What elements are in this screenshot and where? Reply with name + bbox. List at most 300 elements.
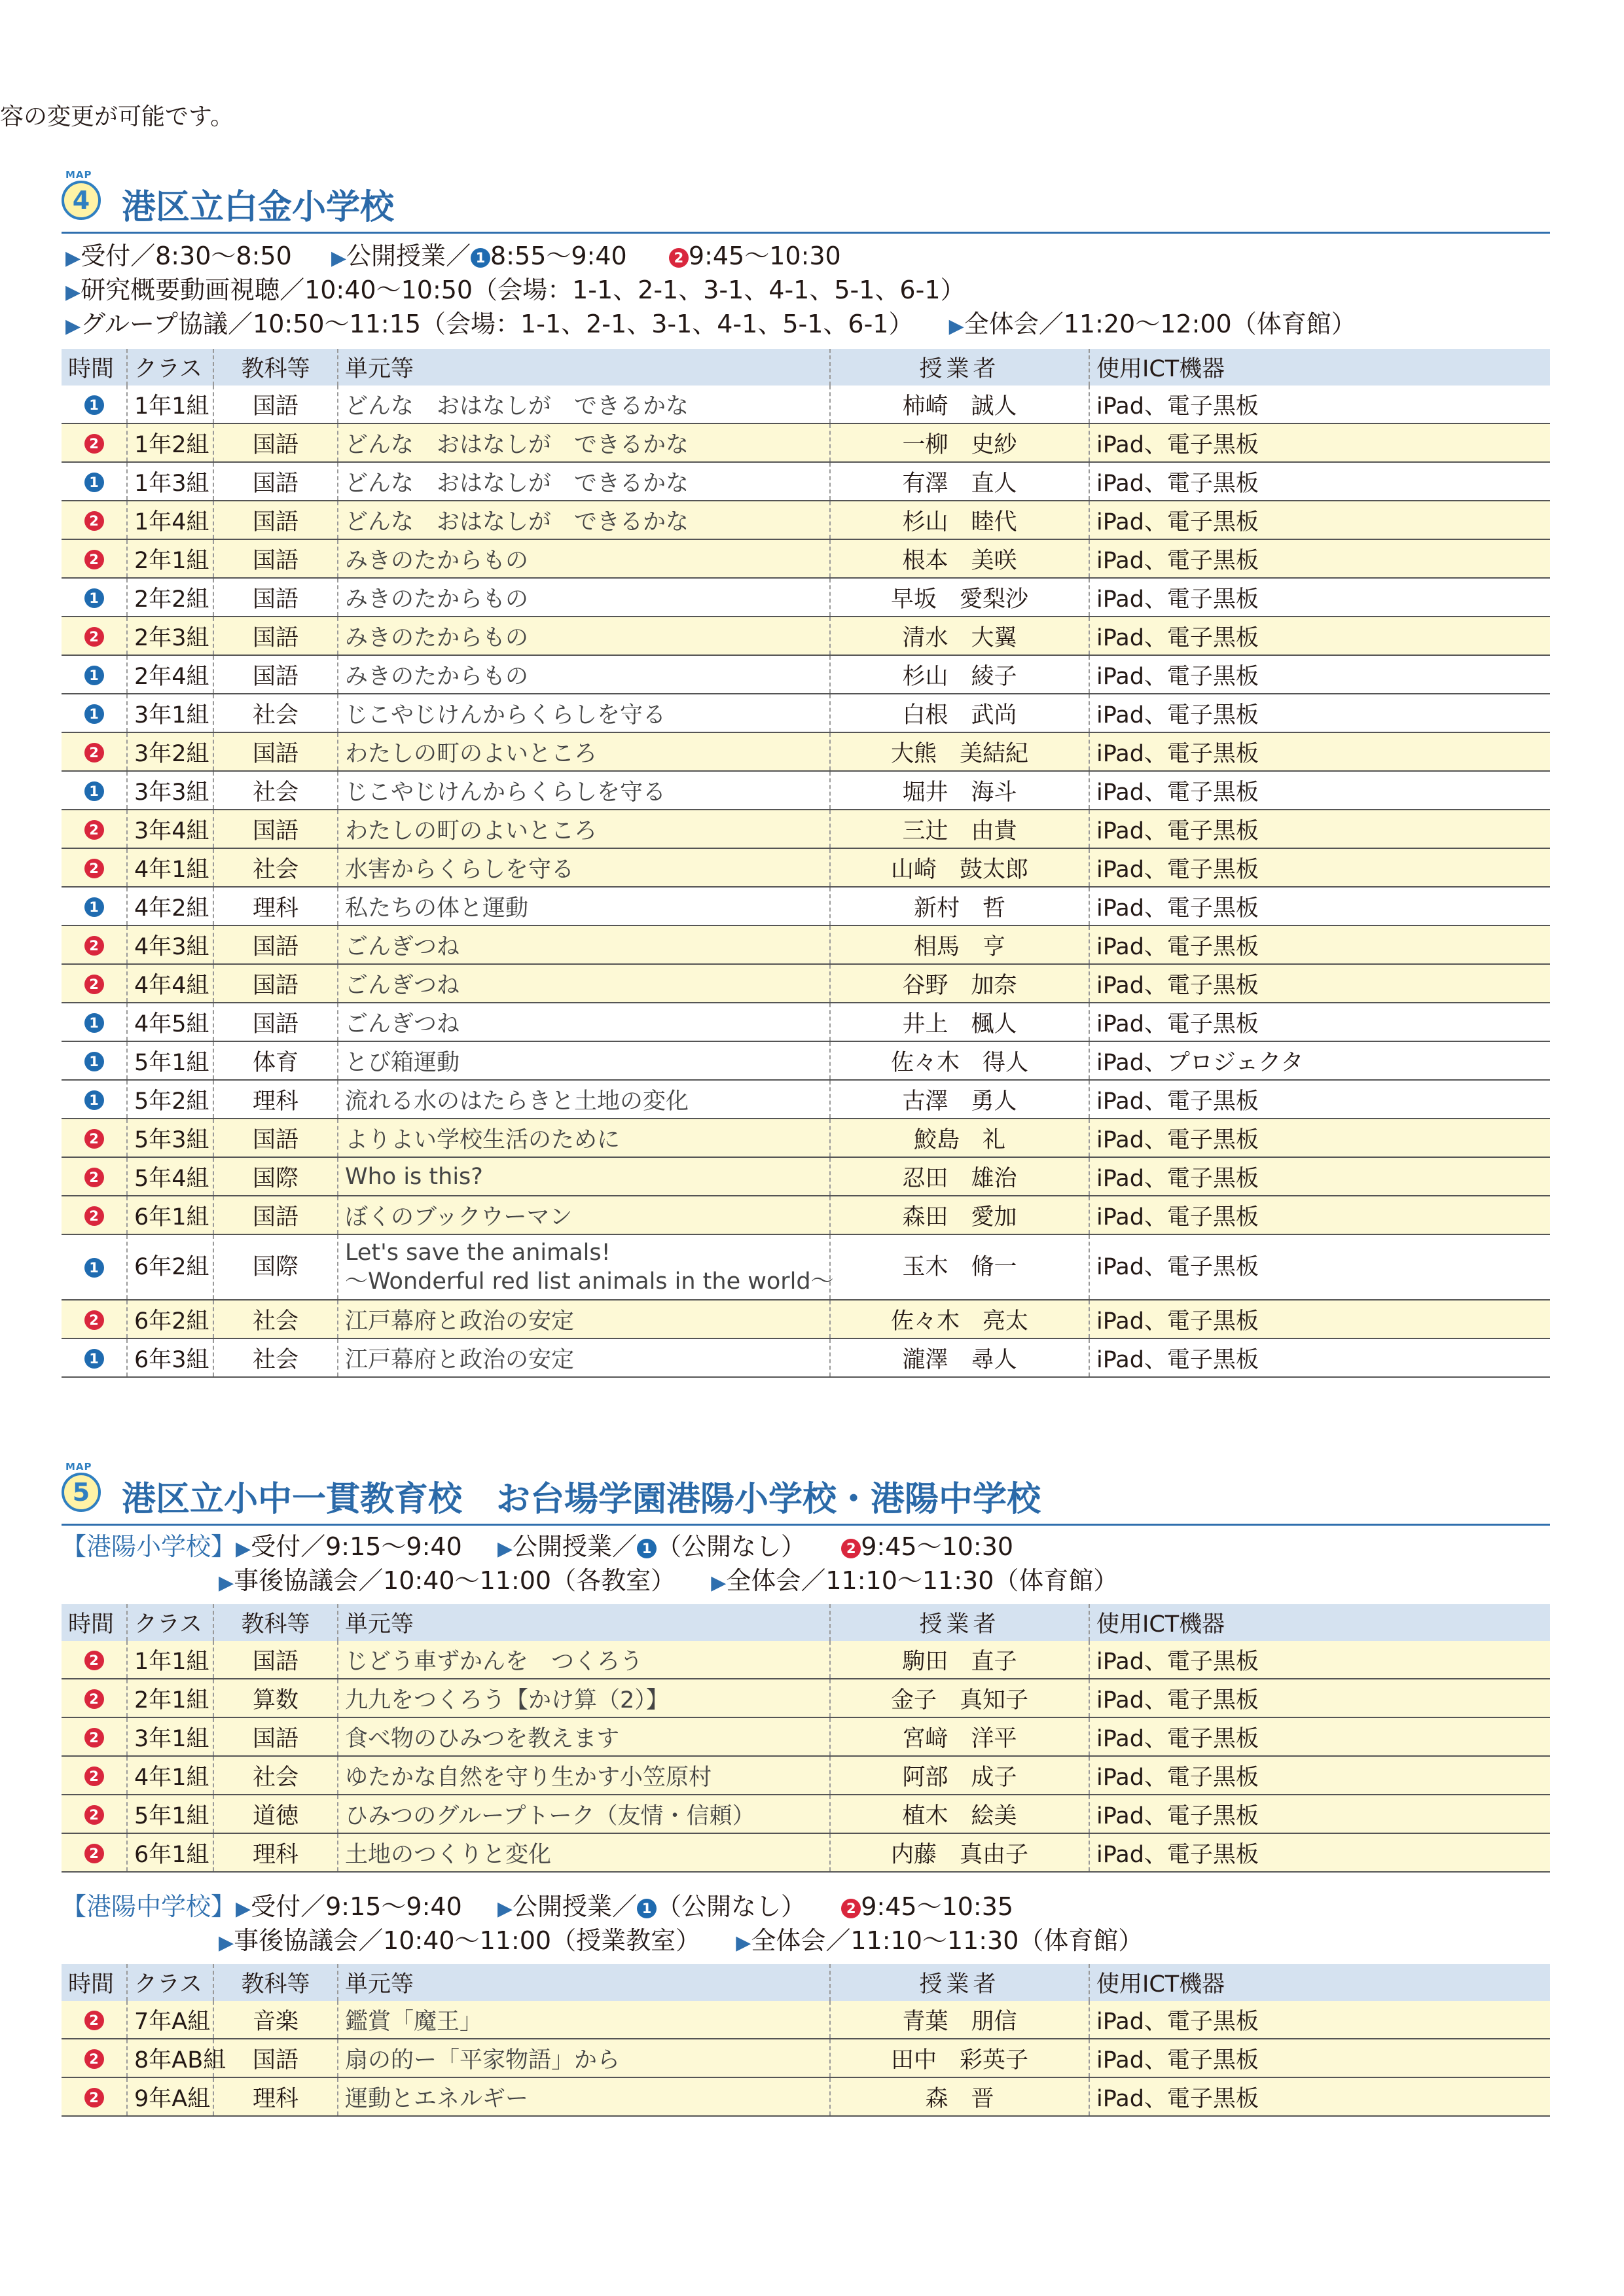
- class-cell: 6年1組: [127, 1196, 213, 1234]
- ict-cell: iPad、電子黒板: [1089, 1300, 1550, 1338]
- subject-cell: 国語: [213, 501, 338, 539]
- header-teacher: 授業者: [830, 1964, 1089, 2001]
- header-time: 時間: [62, 349, 127, 386]
- header-ict: 使用ICT機器: [1089, 349, 1550, 386]
- table-row: [62, 771, 1550, 810]
- class-cell: 2年2組: [127, 578, 213, 617]
- subject-cell: 理科: [213, 1080, 338, 1119]
- subject-cell: 社会: [213, 1756, 338, 1795]
- triangle-icon: ▶: [219, 1571, 234, 1594]
- ict-cell: iPad、電子黒板: [1089, 1717, 1550, 1756]
- class-cell: 3年1組: [127, 694, 213, 732]
- teacher-cell: 金子 真知子: [830, 1679, 1089, 1717]
- period-cell: [62, 578, 127, 617]
- unit-text: じどう車ずかんを つくろう: [345, 1648, 643, 1675]
- lesson-table-shirokane: [62, 349, 1550, 1378]
- ict-cell: iPad、電子黒板: [1089, 617, 1550, 655]
- header-time: 時間: [62, 1604, 127, 1641]
- period-cell: [62, 501, 127, 539]
- unit-cell: [338, 887, 830, 925]
- teacher-cell: 白根 武尚: [830, 694, 1089, 732]
- table-row: [62, 1795, 1550, 1833]
- subject-cell: 国語: [213, 964, 338, 1003]
- class-cell: 3年1組: [127, 1717, 213, 1756]
- table-row: [62, 1717, 1550, 1756]
- class-cell: 3年4組: [127, 810, 213, 848]
- unit-text: ぼくのブックウーマン: [345, 1204, 573, 1230]
- subject-cell: 社会: [213, 1300, 338, 1338]
- unit-line-2: 〜Wonderful red list animals in the world〜: [345, 1268, 834, 1295]
- ict-cell: iPad、電子黒板: [1089, 1234, 1550, 1300]
- period-cell: [62, 539, 127, 578]
- header-time: 時間: [62, 1964, 127, 2001]
- ict-cell: iPad、電子黒板: [1089, 1080, 1550, 1119]
- table-row: [62, 617, 1550, 655]
- schedule-line-1: ▶受付／8:30〜8:50 ▶公開授業／ 1 8:55〜9:40 2 9:45〜10:30: [65, 242, 841, 270]
- class-cell: 4年2組: [127, 887, 213, 925]
- unit-cell: [338, 1717, 830, 1756]
- ict-cell: iPad、電子黒板: [1089, 501, 1550, 539]
- class-cell: 2年3組: [127, 617, 213, 655]
- class-cell: 4年4組: [127, 964, 213, 1003]
- period-2-badge: 2: [669, 248, 689, 268]
- period-cell: [62, 1641, 127, 1679]
- schedule-line-2: ▶研究概要動画視聴／10:40〜10:50（会場：1-1、2-1、3-1、4-1、5-1、6-1）: [65, 276, 965, 304]
- period-cell: [62, 887, 127, 925]
- class-cell: 3年2組: [127, 732, 213, 771]
- class-cell: 5年1組: [127, 1795, 213, 1833]
- table-row: [62, 1119, 1550, 1157]
- triangle-icon: ▶: [236, 1537, 251, 1560]
- period-badge: 2: [84, 434, 104, 454]
- period-cell: [62, 848, 127, 887]
- period-badge: 2: [84, 1805, 104, 1825]
- period-badge: 2: [84, 1728, 104, 1748]
- table-row: [62, 386, 1550, 423]
- subject-cell: 社会: [213, 848, 338, 887]
- period-badge: 2: [84, 1206, 104, 1226]
- teacher-cell: 井上 楓人: [830, 1003, 1089, 1041]
- period-badge: 2: [84, 511, 104, 531]
- period-cell: [62, 617, 127, 655]
- unit-cell: [338, 2001, 830, 2039]
- unit-cell: [338, 1080, 830, 1119]
- period-badge: 1: [84, 1258, 104, 1278]
- period-badge: 1: [84, 395, 104, 415]
- table-row: [62, 462, 1550, 501]
- junior-schedule-line-2: ▶事後協議会／10:40〜11:00（授業教室） ▶全体会／11:10〜11:30（体育館）: [219, 1926, 1144, 1955]
- class-cell: 5年2組: [127, 1080, 213, 1119]
- period-1-badge: 1: [637, 1899, 657, 1918]
- table-row: [62, 1003, 1550, 1041]
- unit-cell: [338, 771, 830, 810]
- class-cell: 6年1組: [127, 1833, 213, 1872]
- ict-cell: iPad、電子黒板: [1089, 964, 1550, 1003]
- subject-cell: 国際: [213, 1234, 338, 1300]
- ict-cell: iPad、電子黒板: [1089, 462, 1550, 501]
- teacher-cell: 谷野 加奈: [830, 964, 1089, 1003]
- period-cell: [62, 1717, 127, 1756]
- class-cell: 9年A組: [127, 2077, 213, 2116]
- unit-text: ひみつのグループトーク（友情・信頼）: [345, 1803, 755, 1829]
- unit-text: ゆたかな自然を守り生かす小笠原村: [345, 1764, 712, 1791]
- teacher-cell: 宮﨑 洋平: [830, 1717, 1089, 1756]
- period-badge: 2: [84, 2088, 104, 2108]
- period-badge: 1: [84, 1052, 104, 1071]
- teacher-cell: 早坂 愛梨沙: [830, 578, 1089, 617]
- teacher-cell: 森 晋: [830, 2077, 1089, 2116]
- header-teacher: 授業者: [830, 349, 1089, 386]
- unit-text: みきのたからもの: [345, 624, 529, 651]
- unit-cell: [338, 1196, 830, 1234]
- teacher-cell: 阿部 成子: [830, 1756, 1089, 1795]
- class-cell: 4年3組: [127, 925, 213, 964]
- teacher-cell: 内藤 真由子: [830, 1833, 1089, 1872]
- ict-cell: iPad、電子黒板: [1089, 887, 1550, 925]
- header-ict: 使用ICT機器: [1089, 1964, 1550, 2001]
- unit-text: 流れる水のはたらきと土地の変化: [345, 1088, 689, 1115]
- period-badge: 2: [84, 975, 104, 994]
- teacher-cell: 杉山 睦代: [830, 501, 1089, 539]
- triangle-icon: ▶: [736, 1931, 751, 1954]
- map-label: MAP: [65, 169, 92, 181]
- header-class: クラス: [127, 1964, 213, 2001]
- teacher-cell: 鮫島 礼: [830, 1119, 1089, 1157]
- period-cell: [62, 1234, 127, 1300]
- subject-cell: 体育: [213, 1041, 338, 1080]
- subject-cell: 理科: [213, 1833, 338, 1872]
- period-cell: [62, 771, 127, 810]
- period-cell: [62, 1041, 127, 1080]
- period-badge: 2: [84, 859, 104, 878]
- ict-cell: iPad、電子黒板: [1089, 1795, 1550, 1833]
- unit-text: じこやじけんからくらしを守る: [345, 779, 666, 806]
- period-2-badge: 2: [841, 1899, 861, 1918]
- subject-cell: 国語: [213, 1717, 338, 1756]
- period-badge: 2: [84, 1168, 104, 1187]
- unit-text: みきのたからもの: [345, 586, 529, 613]
- table-row: [62, 1679, 1550, 1717]
- ict-cell: iPad、電子黒板: [1089, 423, 1550, 462]
- period-badge: 2: [84, 1651, 104, 1670]
- subject-cell: 国語: [213, 423, 338, 462]
- period-badge: 2: [84, 1689, 104, 1709]
- unit-text: よりよい学校生活のために: [345, 1126, 621, 1153]
- table-row: [62, 1234, 1550, 1300]
- table-row: [62, 539, 1550, 578]
- period-badge: 2: [84, 1129, 104, 1149]
- class-cell: 5年1組: [127, 1041, 213, 1080]
- map-label: MAP: [65, 1461, 92, 1473]
- table-row: [62, 848, 1550, 887]
- class-cell: 6年2組: [127, 1300, 213, 1338]
- period-badge: 2: [84, 743, 104, 762]
- class-cell: 5年4組: [127, 1157, 213, 1196]
- unit-cell: [338, 1003, 830, 1041]
- section-title-bar: [62, 1461, 1550, 1526]
- ict-cell: iPad、電子黒板: [1089, 1641, 1550, 1679]
- period-cell: [62, 1756, 127, 1795]
- unit-line-1: Let's save the animals!: [345, 1240, 611, 1266]
- subject-cell: 国語: [213, 925, 338, 964]
- unit-text: 江戸幕府と政治の安定: [345, 1346, 575, 1373]
- school-name: 港区立白金小学校: [122, 188, 395, 227]
- table-row: [62, 501, 1550, 539]
- teacher-cell: 古澤 勇人: [830, 1080, 1089, 1119]
- teacher-cell: 有澤 直人: [830, 462, 1089, 501]
- subject-cell: 国語: [213, 655, 338, 694]
- table-row: [62, 1041, 1550, 1080]
- elem-school-label: 【港陽小学校】: [62, 1532, 236, 1561]
- unit-text: ごんぎつね: [345, 972, 460, 999]
- teacher-cell: 玉木 脩一: [830, 1234, 1089, 1300]
- unit-cell: [338, 2077, 830, 2116]
- period-badge: 2: [84, 1310, 104, 1330]
- subject-cell: 音楽: [213, 2001, 338, 2039]
- triangle-icon: ▶: [331, 247, 347, 270]
- period-badge: 1: [84, 1090, 104, 1110]
- subject-cell: 社会: [213, 771, 338, 810]
- teacher-cell: 田中 彩英子: [830, 2039, 1089, 2077]
- triangle-icon: ▶: [497, 1537, 513, 1560]
- header-unit: 単元等: [338, 1964, 830, 2001]
- teacher-cell: 大熊 美結紀: [830, 732, 1089, 771]
- top-note: 容の変更が可能です。: [0, 103, 234, 130]
- table-row: [62, 1641, 1550, 1679]
- lesson-table-junior: [62, 1964, 1550, 2117]
- ict-cell: iPad、電子黒板: [1089, 925, 1550, 964]
- table-row: [62, 423, 1550, 462]
- class-cell: 8年AB組: [127, 2039, 213, 2077]
- unit-cell: [338, 539, 830, 578]
- header-subject: 教科等: [213, 349, 338, 386]
- ict-cell: iPad、電子黒板: [1089, 810, 1550, 848]
- subject-cell: 国語: [213, 578, 338, 617]
- period-badge: 1: [84, 1349, 104, 1369]
- table-row: [62, 655, 1550, 694]
- table-header: [62, 349, 1550, 386]
- period-badge: 2: [84, 1767, 104, 1786]
- subject-cell: 理科: [213, 887, 338, 925]
- period-cell: [62, 2077, 127, 2116]
- period-badge: 2: [84, 936, 104, 956]
- triangle-icon: ▶: [65, 247, 81, 270]
- teacher-cell: 山崎 鼓太郎: [830, 848, 1089, 887]
- table-row: [62, 2001, 1550, 2039]
- teacher-cell: 三辻 由貴: [830, 810, 1089, 848]
- table-header: [62, 1604, 1550, 1641]
- unit-text: 鑑賞「魔王」: [345, 2008, 483, 2035]
- table-row: [62, 1338, 1550, 1377]
- table-row: [62, 1756, 1550, 1795]
- unit-text: 九九をつくろう【かけ算（2）】: [345, 1687, 669, 1713]
- table-row: [62, 2077, 1550, 2116]
- ict-cell: iPad、電子黒板: [1089, 1196, 1550, 1234]
- unit-text: わたしの町のよいところ: [345, 740, 598, 767]
- period-cell: [62, 2039, 127, 2077]
- unit-cell: [338, 1795, 830, 1833]
- period-cell: [62, 1338, 127, 1377]
- period-cell: [62, 810, 127, 848]
- subject-cell: 国語: [213, 2039, 338, 2077]
- period-badge: 1: [84, 473, 104, 492]
- unit-text: みきのたからもの: [345, 663, 529, 690]
- unit-text: どんな おはなしが できるかな: [345, 470, 689, 497]
- unit-cell: [338, 1641, 830, 1679]
- period-cell: [62, 462, 127, 501]
- section-title-bar: [62, 169, 1550, 234]
- header-ict: 使用ICT機器: [1089, 1604, 1550, 1641]
- ict-cell: iPad、電子黒板: [1089, 1157, 1550, 1196]
- lesson-table-elementary: [62, 1604, 1550, 1873]
- period-cell: [62, 732, 127, 771]
- ict-cell: iPad、電子黒板: [1089, 694, 1550, 732]
- unit-cell: [338, 1041, 830, 1080]
- teacher-cell: 森田 愛加: [830, 1196, 1089, 1234]
- unit-text: Who is this?: [345, 1163, 483, 1190]
- triangle-icon: ▶: [65, 315, 81, 338]
- unit-cell: [338, 732, 830, 771]
- triangle-icon: ▶: [236, 1897, 251, 1920]
- class-cell: 1年3組: [127, 462, 213, 501]
- period-cell: [62, 1003, 127, 1041]
- subject-cell: 理科: [213, 2077, 338, 2116]
- unit-text: ごんぎつね: [345, 933, 460, 960]
- class-cell: 2年1組: [127, 1679, 213, 1717]
- triangle-icon: ▶: [948, 315, 964, 338]
- unit-cell: [338, 1300, 830, 1338]
- header-class: クラス: [127, 349, 213, 386]
- table-row: [62, 1080, 1550, 1119]
- unit-text: じこやじけんからくらしを守る: [345, 702, 666, 728]
- table-row: [62, 694, 1550, 732]
- period-badge: 2: [84, 820, 104, 840]
- class-cell: 4年1組: [127, 1756, 213, 1795]
- period-badge: 1: [84, 897, 104, 917]
- teacher-cell: 瀧澤 尋人: [830, 1338, 1089, 1377]
- unit-text: 食べ物のひみつを教えます: [345, 1725, 620, 1752]
- header-unit: 単元等: [338, 1604, 830, 1641]
- period-badge: 2: [84, 2011, 104, 2030]
- ict-cell: iPad、電子黒板: [1089, 1119, 1550, 1157]
- class-cell: 5年3組: [127, 1119, 213, 1157]
- subject-cell: 社会: [213, 1338, 338, 1377]
- subject-cell: 国語: [213, 386, 338, 423]
- teacher-cell: 忍田 雄治: [830, 1157, 1089, 1196]
- unit-text: どんな おはなしが できるかな: [345, 393, 689, 420]
- unit-text: どんな おはなしが できるかな: [345, 431, 689, 458]
- table-header: [62, 1964, 1550, 2001]
- unit-text: みきのたからもの: [345, 547, 529, 574]
- period-cell: [62, 1080, 127, 1119]
- subject-cell: 算数: [213, 1679, 338, 1717]
- subject-cell: 国語: [213, 1196, 338, 1234]
- elem-schedule-line-2: ▶事後協議会／10:40〜11:00（各教室） ▶全体会／11:10〜11:30（体育館）: [219, 1566, 1119, 1595]
- ict-cell: iPad、電子黒板: [1089, 1338, 1550, 1377]
- header-subject: 教科等: [213, 1604, 338, 1641]
- class-cell: 7年A組: [127, 2001, 213, 2039]
- junior-school-label: 【港陽中学校】: [62, 1892, 236, 1921]
- subject-cell: 国語: [213, 1003, 338, 1041]
- period-cell: [62, 2001, 127, 2039]
- class-cell: 1年1組: [127, 386, 213, 423]
- ict-cell: iPad、電子黒板: [1089, 1003, 1550, 1041]
- period-cell: [62, 1157, 127, 1196]
- subject-cell: 国語: [213, 617, 338, 655]
- ict-cell: iPad、電子黒板: [1089, 2077, 1550, 2116]
- unit-text: 江戸幕府と政治の安定: [345, 1308, 575, 1335]
- unit-cell: [338, 462, 830, 501]
- table-row: [62, 964, 1550, 1003]
- period-badge: 2: [84, 1844, 104, 1863]
- ict-cell: iPad、プロジェクタ: [1089, 1041, 1550, 1080]
- table-row: [62, 1196, 1550, 1234]
- triangle-icon: ▶: [65, 281, 81, 304]
- subject-cell: 国語: [213, 810, 338, 848]
- ict-cell: iPad、電子黒板: [1089, 578, 1550, 617]
- teacher-cell: 佐々木 亮太: [830, 1300, 1089, 1338]
- ict-cell: iPad、電子黒板: [1089, 2039, 1550, 2077]
- subject-cell: 国語: [213, 1641, 338, 1679]
- unit-cell: [338, 1234, 834, 1300]
- ict-cell: iPad、電子黒板: [1089, 655, 1550, 694]
- period-cell: [62, 1795, 127, 1833]
- teacher-cell: 駒田 直子: [830, 1641, 1089, 1679]
- class-cell: 4年1組: [127, 848, 213, 887]
- teacher-cell: 根本 美咲: [830, 539, 1089, 578]
- period-cell: [62, 655, 127, 694]
- period-badge: 2: [84, 550, 104, 569]
- header-class: クラス: [127, 1604, 213, 1641]
- triangle-icon: ▶: [497, 1897, 513, 1920]
- unit-text: どんな おはなしが できるかな: [345, 509, 689, 535]
- teacher-cell: 相馬 亨: [830, 925, 1089, 964]
- period-cell: [62, 694, 127, 732]
- subject-cell: 国語: [213, 1119, 338, 1157]
- unit-cell: [338, 501, 830, 539]
- unit-text: 土地のつくりと変化: [345, 1841, 552, 1868]
- table-row: [62, 887, 1550, 925]
- elem-schedule-line-1: 【港陽小学校】▶受付／9:15〜9:40 ▶公開授業／ 1 （公開なし） 2 9:45〜10:30: [62, 1532, 1014, 1561]
- period-cell: [62, 925, 127, 964]
- table-row: [62, 2039, 1550, 2077]
- period-badge: 1: [84, 704, 104, 724]
- header-subject: 教科等: [213, 1964, 338, 2001]
- unit-cell: [338, 925, 830, 964]
- map-number-badge: 4: [62, 181, 101, 220]
- section-koyo: [62, 1461, 1550, 2117]
- period-badge: 2: [84, 627, 104, 647]
- junior-schedule-line-1: 【港陽中学校】▶受付／9:15〜9:40 ▶公開授業／ 1 （公開なし） 2 9:45〜10:35: [62, 1892, 1014, 1921]
- teacher-cell: 佐々木 得人: [830, 1041, 1089, 1080]
- ict-cell: iPad、電子黒板: [1089, 848, 1550, 887]
- unit-cell: [338, 423, 830, 462]
- period-cell: [62, 423, 127, 462]
- teacher-cell: 植木 絵美: [830, 1795, 1089, 1833]
- period-1-badge: 1: [471, 248, 490, 268]
- period-badge: 1: [84, 588, 104, 608]
- unit-text: ごんぎつね: [345, 1011, 460, 1037]
- unit-text: 私たちの体と運動: [345, 895, 529, 922]
- unit-cell: [338, 1119, 830, 1157]
- table-row: [62, 1833, 1550, 1872]
- unit-text: 水害からくらしを守る: [345, 856, 575, 883]
- table-row: [62, 1157, 1550, 1196]
- period-1-badge: 1: [637, 1539, 657, 1558]
- period-cell: [62, 1833, 127, 1872]
- table-row: [62, 732, 1550, 771]
- unit-cell: [338, 1756, 830, 1795]
